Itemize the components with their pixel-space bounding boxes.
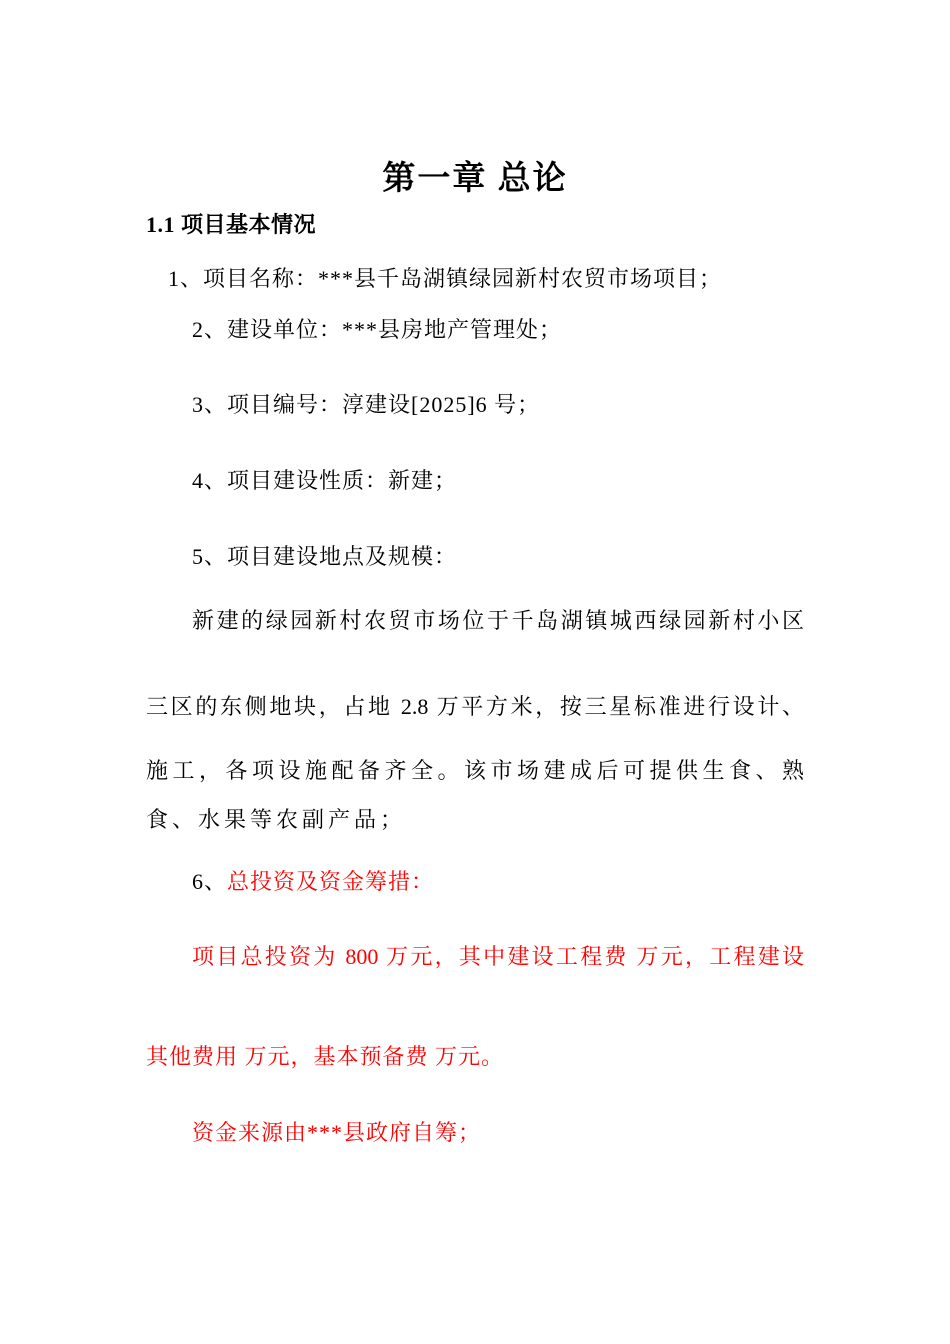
item-investment-number: 6、	[192, 869, 228, 894]
location-paragraph-line-4: 食、水果等农副产品；	[146, 807, 407, 832]
investment-paragraph-line-1: 项目总投资为 800 万元，其中建设工程费 万元，工程建设	[192, 944, 804, 969]
item-investment	[192, 865, 434, 896]
location-paragraph-line-1: 新建的绿园新村农贸市场位于千岛湖镇城西绿园新村小区	[192, 608, 804, 633]
section-heading: 1.1 项目基本情况	[146, 212, 317, 237]
item-construction-unit: 2、建设单位：***县房地产管理处；	[192, 317, 563, 342]
chapter-title: 第一章 总论	[382, 161, 568, 197]
item-location-scale: 5、项目建设地点及规模：	[192, 544, 458, 569]
item-project-number: 3、项目编号：淳建设[2025]6 号；	[192, 392, 541, 417]
item-project-name: 1、项目名称：***县千岛湖镇绿园新村农贸市场项目；	[168, 266, 723, 291]
investment-paragraph-line-2: 其他费用 万元，基本预备费 万元。	[146, 1044, 505, 1069]
item-investment-label: 总投资及资金筹措：	[227, 869, 435, 894]
funding-source: 资金来源由***县政府自筹；	[192, 1120, 482, 1145]
location-paragraph-line-2: 三区的东侧地块，占地 2.8 万平方米，按三星标准进行设计、	[146, 694, 804, 719]
item-construction-nature: 4、项目建设性质：新建；	[192, 468, 458, 493]
location-paragraph-line-3: 施工，各项设施配备齐全。该市场建成后可提供生食、熟	[146, 758, 804, 783]
